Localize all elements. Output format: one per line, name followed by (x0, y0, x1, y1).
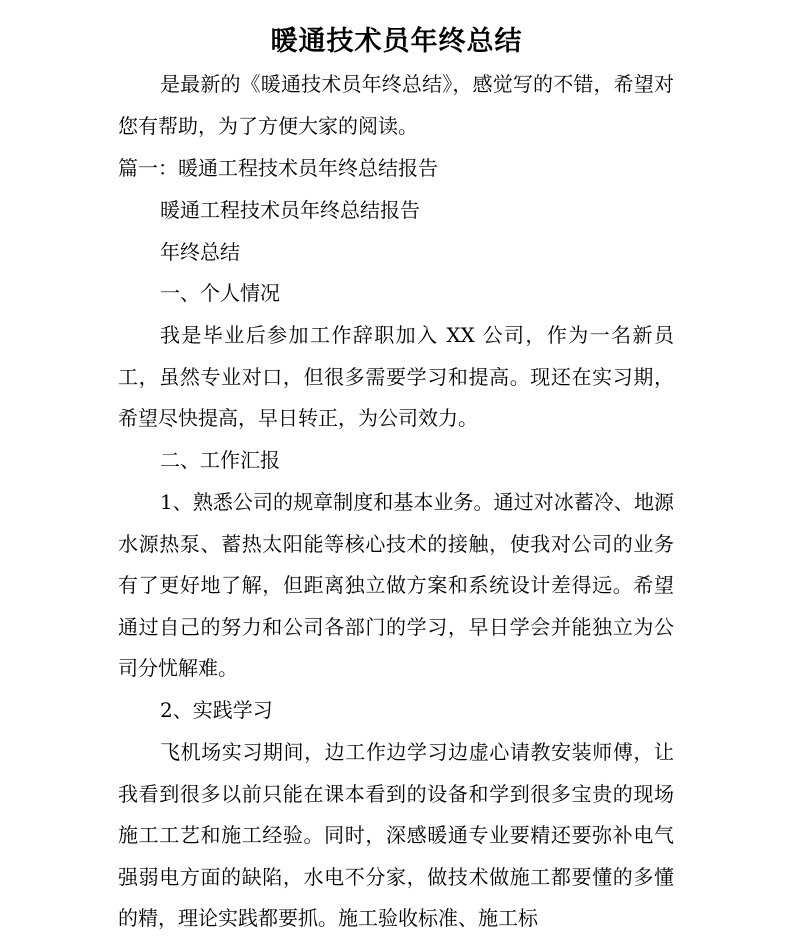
paragraph-item-1: 1、熟悉公司的规章制度和基本业务。通过对冰蓄冷、地源水源热泵、蓄热太阳能等核心技术的接触，使我对公司的业务有了更好地了解，但距离独立做方案和系统设计差得远。希望通过自己的努力和公司各部门的学习，早日学会并能独立为公司分忧解难。 (118, 490, 674, 681)
document-title: 暖通技术员年终总结 (270, 26, 523, 57)
section-paragraph-personal: 我是毕业后参加工作辞职加入 XX 公司，作为一名新员工，虽然专业对口，但很多需要学习和提高。现还在实习期，希望尽快提高，早日转正，为公司效力。 (118, 323, 674, 431)
section-heading-work-report: 二、工作汇报 (160, 448, 280, 472)
chapter-heading: 篇一：暖通工程技术员年终总结报告 (118, 156, 438, 180)
intro-paragraph: 是最新的《暖通技术员年终总结》，感觉写的不错，希望对您有帮助，为了方便大家的阅读。 (118, 72, 674, 138)
item-heading-practice: 2、实践学习 (160, 698, 273, 722)
section-heading-personal: 一、个人情况 (160, 281, 280, 305)
paragraph-item-2: 飞机场实习期间，边工作边学习边虚心请教安装师傅，让我看到很多以前只能在课本看到的设备和学到很多宝贵的现场施工工艺和施工经验。同时，深感暖通专业要精还要弥补电气强弱电方面的缺陷，水电不分家，做技术做施工都要懂的多懂的精，理论实践都要抓。施工验收标准、施工标 (118, 740, 674, 931)
report-subtitle: 年终总结 (160, 240, 240, 264)
report-title: 暖通工程技术员年终总结报告 (160, 198, 420, 222)
